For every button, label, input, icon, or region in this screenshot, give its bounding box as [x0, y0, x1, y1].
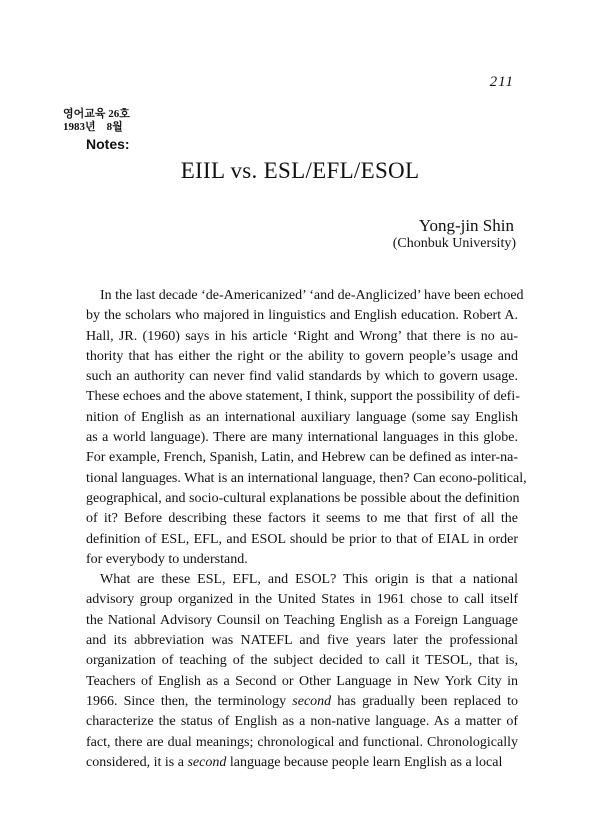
text-line: organization of teaching of the subject decided to call it TESOL, that is,	[86, 653, 518, 669]
text-line: and its abbreviation was NATEFL and five years later the professional	[86, 633, 518, 649]
section-label: Notes:	[86, 136, 130, 152]
text-line: the National Advisory Counsil on Teaching English as a Foreign Language	[86, 612, 518, 628]
text-line: tional languages. What is an international language, then? Can econo-political,	[86, 470, 527, 486]
paragraph-2	[86, 570, 518, 773]
article-title: EIIL vs. ESL/EFL/ESOL	[180, 158, 420, 183]
author-affiliation: (Chonbuk University)	[392, 236, 516, 251]
text-line: 1966. Since then, the terminology second has gradually been replaced to	[86, 693, 518, 709]
page-number: 211	[489, 74, 514, 90]
text-line: definition of ESL, EFL, and ESOL should be prior to that of EIAL in order	[86, 531, 518, 547]
text-line: These echoes and the above statement, I think, support the possibility of defi-	[86, 389, 520, 405]
text-line: thority that has either the right or the ability to govern people’s usage and	[86, 348, 518, 364]
text-line: geographical, and socio-cultural explanations be possible about the definition	[86, 490, 520, 506]
text-line: as a world language). There are many international languages in this globe.	[86, 430, 518, 446]
text-line: of it? Before describing these factors it seems to me that first of all the	[86, 511, 518, 527]
article-body	[86, 286, 527, 773]
text-line: In the last decade ‘de-Americanized’ ‘and de-Anglicized’ have been echoed	[100, 288, 524, 303]
text-line: For example, French, Spanish, Latin, and Hebrew can be defined as inter-na-	[86, 450, 518, 466]
author-name: Yong-jin Shin	[418, 216, 514, 235]
text-line: Hall, JR. (1960) says in his article ‘Right and Wrong’ that there is no au-	[86, 328, 518, 344]
text-line: by the scholars who majored in linguistics and English education. Robert A.	[86, 308, 518, 324]
journal-volume: 영어교육 26호	[63, 108, 130, 120]
text-line: for everybody to understand.	[86, 551, 248, 567]
text-line: characterize the status of English as a non-native language. As a matter of	[86, 714, 518, 730]
text-line: such an authority can never find valid standards by which to govern usage.	[86, 369, 518, 385]
text-line: What are these ESL, EFL, and ESOL? This origin is that a national	[100, 572, 518, 588]
paragraph-1	[86, 286, 527, 570]
text-line: Teachers of English as a Second or Other Language in New York City in	[86, 673, 518, 689]
journal-info	[63, 108, 130, 134]
journal-date: 1983년 8월	[63, 121, 123, 133]
text-line: fact, there are dual meanings; chronological and functional. Chronologically	[86, 734, 518, 750]
text-line: nition of English as an international auxiliary language (some say English	[86, 409, 518, 425]
text-line: considered, it is a second language because people learn English as a local	[86, 754, 503, 770]
text-line: advisory group organized in the United States in 1961 chose to call itself	[86, 592, 518, 608]
